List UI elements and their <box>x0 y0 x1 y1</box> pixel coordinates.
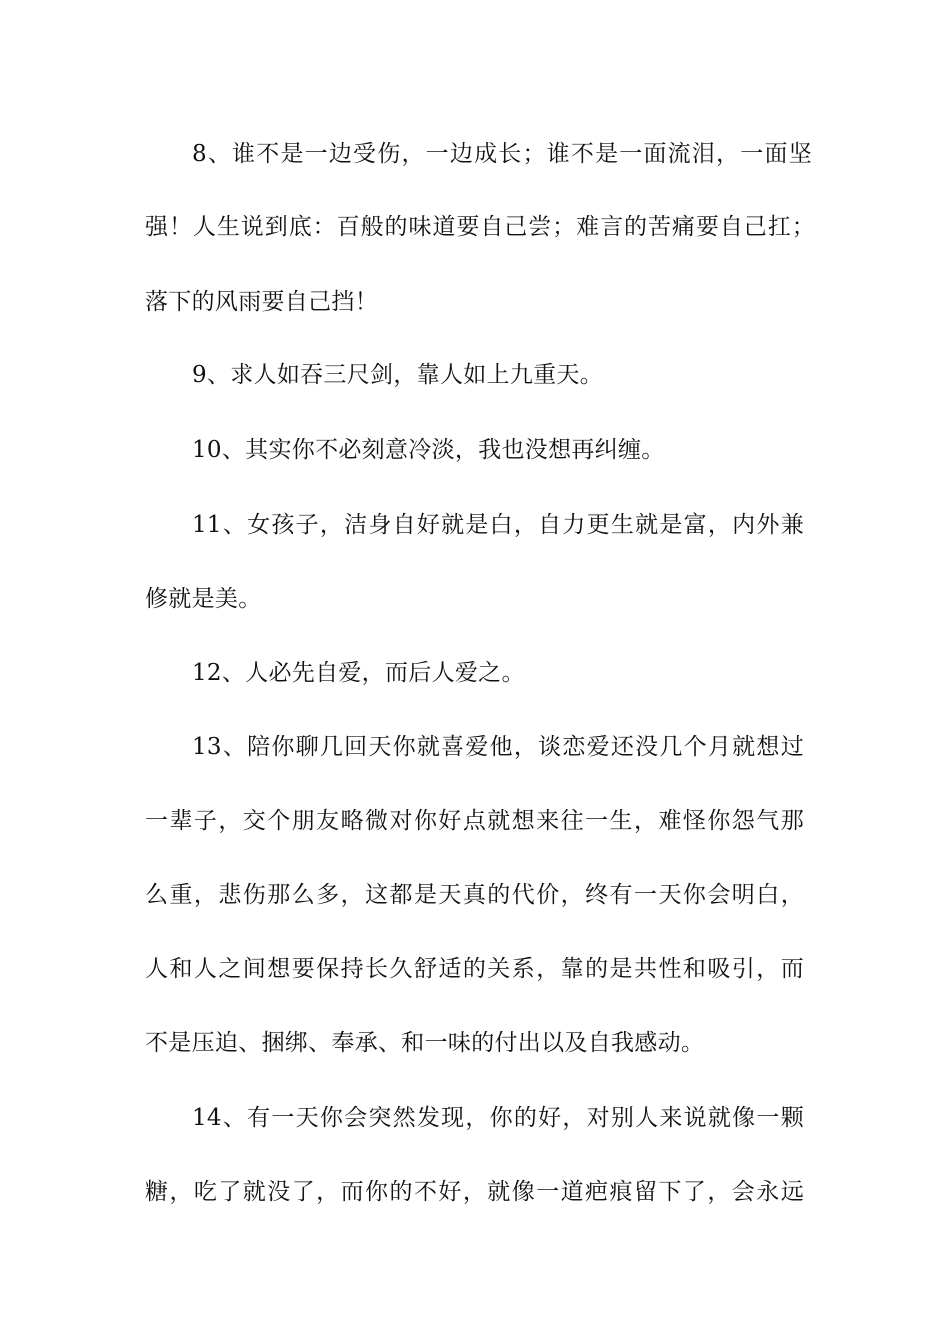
paragraph-11-line-2: 修就是美。 <box>145 586 262 612</box>
paragraph-10-line-1: 10、其实你不必刻意冷淡，我也没想再纠缠。 <box>192 437 665 463</box>
paragraph-13-line-5: 不是压迫、捆绑、奉承、和一味的付出以及自我感动。 <box>145 1030 705 1056</box>
paragraph-8-line-1: 8、谁不是一边受伤，一边成长；谁不是一面流泪，一面坚 <box>192 141 812 167</box>
paragraph-12-line-1: 12、人必先自爱，而后人爱之。 <box>192 660 525 686</box>
paragraph-13-line-3: 么重，悲伤那么多，这都是天真的代价，终有一天你会明白， <box>145 882 804 908</box>
paragraph-8-line-2: 强！人生说到底：百般的味道要自己尝；难言的苦痛要自己扛； <box>145 214 815 240</box>
paragraph-9-line-1: 9、求人如吞三尺剑，靠人如上九重天。 <box>192 362 604 388</box>
paragraph-13-line-4: 人和人之间想要保持长久舒适的关系，靠的是共性和吸引，而 <box>145 956 804 982</box>
paragraph-13-line-1: 13、陪你聊几回天你就喜爱他，谈恋爱还没几个月就想过 <box>192 734 804 760</box>
paragraph-14-line-2: 糖，吃了就没了，而你的不好，就像一道疤痕留下了，会永远 <box>145 1179 804 1205</box>
paragraph-8-line-3: 落下的风雨要自己挡！ <box>145 289 378 315</box>
paragraph-14-line-1: 14、有一天你会突然发现，你的好，对别人来说就像一颗 <box>192 1105 804 1131</box>
paragraph-11-line-1: 11、女孩子，洁身自好就是白，自力更生就是富，内外兼 <box>192 512 804 538</box>
paragraph-13-line-2: 一辈子，交个朋友略微对你好点就想来往一生，难怪你怨气那 <box>145 808 804 834</box>
